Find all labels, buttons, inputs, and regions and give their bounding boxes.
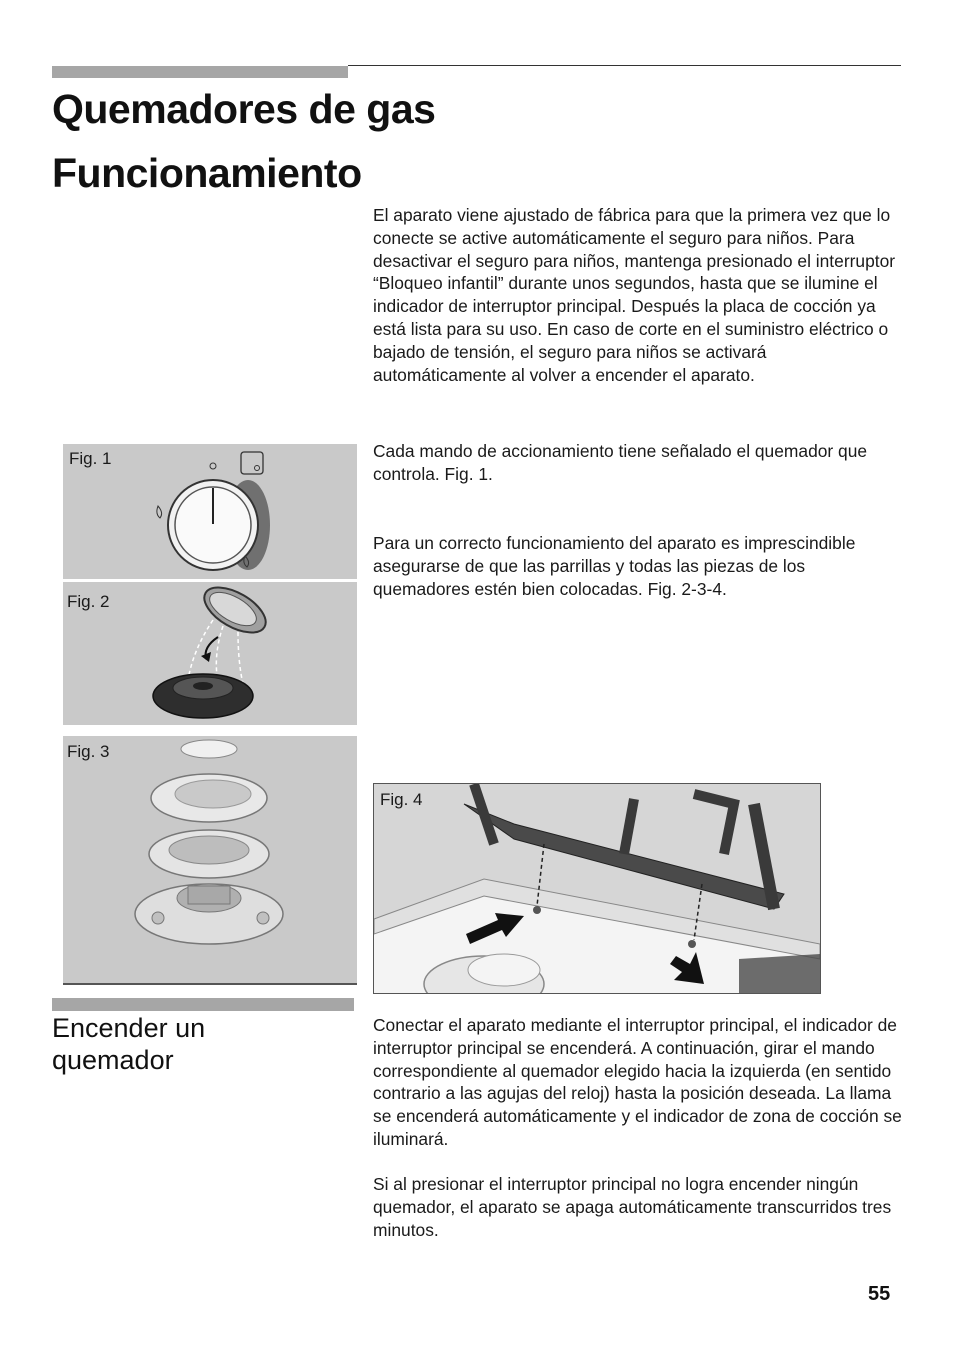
intro-paragraph: El aparato viene ajustado de fábrica para que la primera vez que lo conecte se active automáticamente el seguro para niños. Para desactivar el seguro para niños, mantenga presionado el interruptor “Bloqueo infantil” durante unos segundos, hasta que se ilumine el indicador de interruptor principal. Después la placa de cocción ya está lista para su uso. En caso de corte en el suministro eléctrico o bajado de tensión, el seguro para niños se activará automáticamente al volver a encender el aparato. xyxy=(373,205,896,385)
section-accent-bar xyxy=(52,998,354,1011)
figure-3-label: Fig. 3 xyxy=(67,742,110,761)
ignite-paragraph-1: Conectar el aparato mediante el interruptor principal, el indicador de interruptor principal se encenderá. A continuación, girar el mando correspondiente al quemador elegido hacia la izquierda (en sentido contrario a las agujas del reloj) hasta la posición deseada. La llama se encenderá automáticamente y el indicador de zona de cocción se iluminará. xyxy=(373,1015,902,1149)
knob-paragraph: Cada mando de accionamiento tiene señalado el quemador que controla. Fig. 1. xyxy=(373,441,868,484)
page-title: Quemadores de gas xyxy=(52,86,436,132)
figure-3-burner-parts xyxy=(63,736,357,985)
section-title-line-1: Encender un xyxy=(52,1013,206,1043)
figure-1-label: Fig. 1 xyxy=(69,449,112,468)
parts-paragraph: Para un correcto funcionamiento del aparato es imprescindible asegurarse de que las parrillas y todas las piezas de los quemadores estén bien colocadas. Fig. 2-3-4. xyxy=(373,533,856,599)
section-title xyxy=(52,1012,205,1076)
header-rule xyxy=(348,65,901,66)
ignite-paragraph-2: Si al presionar el interruptor principal no logra encender ningún quemador, el aparato se apaga automáticamente transcurridos tres minutos. xyxy=(373,1174,892,1240)
figure-4-grate xyxy=(373,783,821,994)
header-accent-bar xyxy=(52,66,348,78)
figure-4-label: Fig. 4 xyxy=(380,790,423,809)
page-subtitle: Funcionamiento xyxy=(52,150,362,196)
burner-parts-illustration xyxy=(63,736,357,983)
figure-1-knob xyxy=(63,444,357,579)
page-number: 55 xyxy=(868,1283,891,1305)
grate-illustration xyxy=(374,784,820,993)
figure-2-burner-cap xyxy=(63,582,357,725)
section-title-line-2: quemador xyxy=(52,1045,174,1075)
figure-2-label: Fig. 2 xyxy=(67,592,110,611)
